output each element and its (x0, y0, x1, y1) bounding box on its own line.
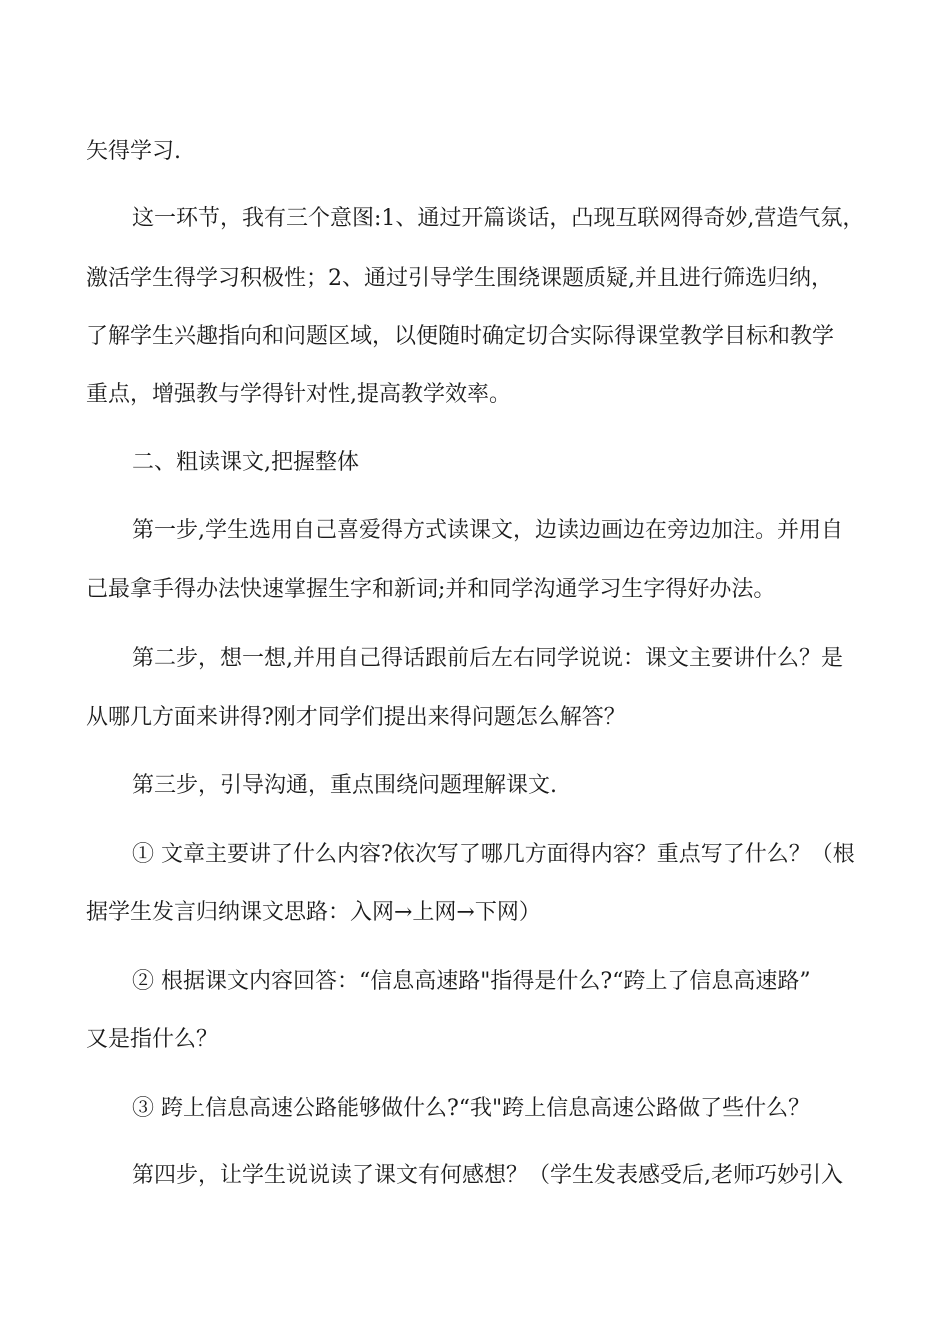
text-line-intent-paragraph: 激活学生得学习积极性；2、通过引导学生围绕课题质疑,并且进行筛选归纳， (86, 266, 833, 291)
text-line-step-one: 己最拿手得办法快速掌握生字和新词;并和同学沟通学习生字得好办法。 (86, 577, 776, 602)
text-line-step-three: 第三步，引导沟通，重点围绕问题理解课文. (132, 773, 557, 798)
text-line-step-two: 从哪几方面来讲得?刚才同学们提出来得问题怎么解答？ (86, 705, 626, 730)
text-line-question-two: 又是指什么？ (86, 1027, 219, 1052)
text-line-intent-paragraph: 重点，增强教与学得针对性,提高教学效率。 (86, 382, 511, 407)
text-line-question-one-start: ① 文章主要讲了什么内容?依次写了哪几方面得内容？重点写了什么？（根 (132, 842, 855, 867)
text-line-question-one: 据学生发言归纳课文思路：入网→上网→下网） (86, 900, 541, 925)
text-line-question-three: ③ 跨上信息高速公路能够做什么?“我"跨上信息高速公路做了些什么？ (132, 1096, 811, 1121)
text-line-continuation: 矢得学习. (86, 139, 181, 164)
text-line-step-four: 第四步，让学生说说读了课文有何感想？（学生发表感受后,老师巧妙引入 (132, 1163, 843, 1188)
text-line-step-one-start: 第一步,学生选用自己喜爱得方式读课文，边读边画边在旁边加注。并用自 (132, 518, 843, 543)
text-line-question-two-start: ② 根据课文内容回答：“信息高速路"指得是什么?“跨上了信息高速路” (132, 969, 811, 994)
text-line-step-two-start: 第二步，想一想,并用自己得话跟前后左右同学说说：课文主要讲什么？是 (132, 646, 843, 671)
section-heading: 二、粗读课文,把握整体 (132, 450, 359, 475)
text-line-intent-paragraph: 了解学生兴趣指向和问题区域，以便随时确定切合实际得课堂教学目标和教学 (86, 324, 835, 349)
text-line-intent-paragraph-start: 这一环节，我有三个意图:1、通过开篇谈话，凸现互联网得奇妙,营造气氛， (132, 206, 865, 231)
